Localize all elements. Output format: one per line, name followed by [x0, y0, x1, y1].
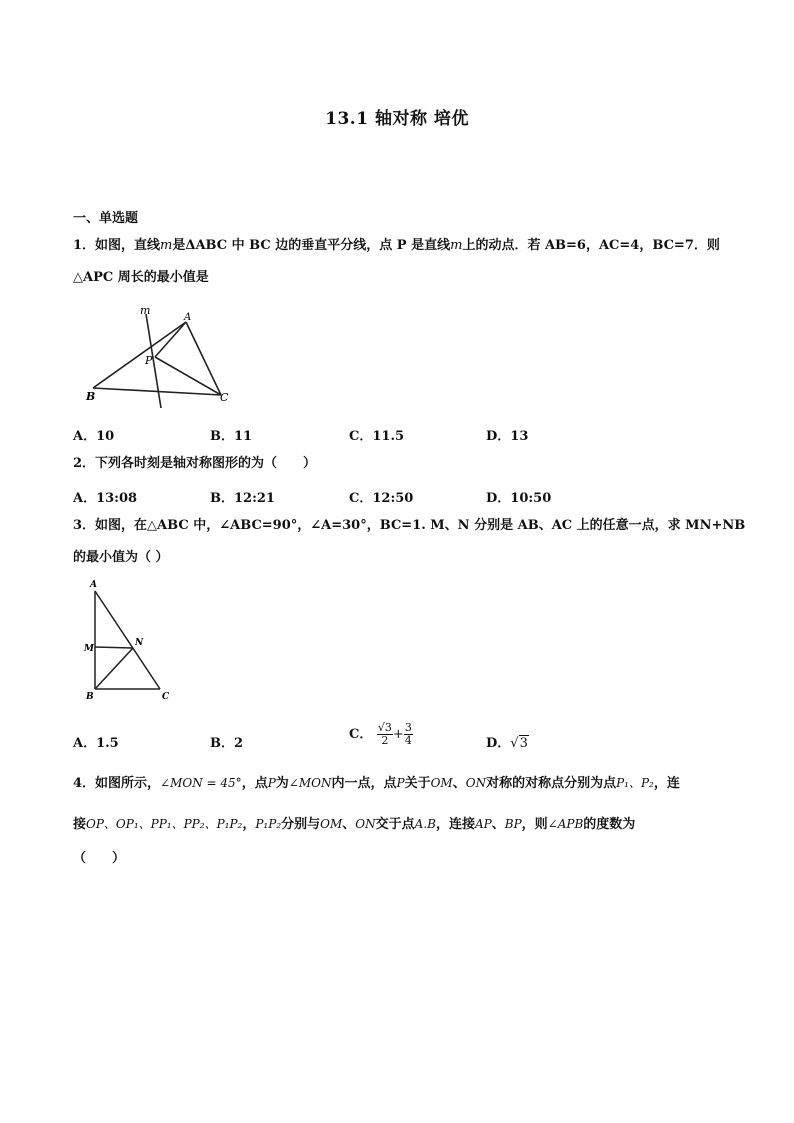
q2-option-a[interactable]: A．13:08	[73, 491, 138, 506]
question-3-options	[73, 721, 733, 762]
q1-option-a[interactable]: A．10	[73, 429, 115, 444]
question-4-line-3: （ ）	[73, 851, 126, 866]
q2-option-b[interactable]: B．12:21	[210, 491, 275, 506]
label-b: B	[86, 390, 96, 403]
question-2-options	[73, 487, 733, 507]
fraction-sqrt3-over-2: $\frac{√3}{2}$	[377, 721, 392, 747]
q1-option-c[interactable]: C．11.5	[349, 429, 405, 444]
question-1-figure	[78, 302, 238, 412]
segment-bc	[93, 388, 221, 395]
q3-option-d[interactable]: D．√3	[486, 736, 528, 751]
label-a: A	[90, 580, 97, 590]
q1-option-b[interactable]: B．11	[210, 429, 253, 444]
segment-ac	[95, 591, 160, 689]
fraction-3-over-4: $\frac{3}{4}$	[404, 721, 412, 747]
q3-option-a[interactable]: A．1.5	[73, 736, 119, 751]
question-4-line-1: 4．如图所示，∠MON = 45°，点P为∠MON内一点，点P关于OM、ON对称的对称点分别为点P₁、P₂，连	[73, 776, 680, 791]
segment-mn	[95, 647, 133, 648]
label-n: N	[135, 638, 144, 648]
label-p: P	[145, 354, 153, 367]
question-2-text: 2．下列各时刻是轴对称图形的为（ ）	[73, 456, 317, 471]
segment-nb	[95, 648, 133, 689]
question-3-line-1: 3．如图，在△ABC 中，∠ABC=90°，∠A=30°，BC=1. M、N 分别是 AB、AC 上的任意一点，求 MN+NB	[73, 518, 746, 533]
q2-option-c[interactable]: C．12:50	[349, 491, 414, 506]
page-title: 13.1 轴对称 培优	[325, 109, 469, 129]
section-heading: 一、单选题	[73, 211, 139, 226]
question-3-figure	[80, 575, 180, 705]
question-1-line-1: 1．如图，直线m是ΔABC 中 BC 边的垂直平分线，点 P 是直线m上的动点．若 AB=6，AC=4，BC=7．则	[73, 238, 720, 253]
label-c: C	[220, 391, 229, 404]
label-b: B	[86, 692, 94, 702]
q2-option-d[interactable]: D．10:50	[486, 491, 552, 506]
q3-option-c[interactable]: C． $\frac{√3}{2}$ + $\frac{3}{4}$	[349, 721, 412, 747]
label-c: C	[162, 692, 170, 702]
question-1-line-2: △APC 周长的最小值是	[73, 270, 209, 285]
segment-ap	[155, 322, 186, 357]
label-m: m	[140, 304, 151, 317]
question-1-options	[73, 425, 733, 445]
question-4-line-2: 接OP、OP₁、PP₁、PP₂、P₁P₂，P₁P₂分别与OM、ON交于点A.B，连接AP、BP，则∠APB的度数为	[73, 817, 636, 832]
label-a: A	[184, 312, 192, 323]
label-m: M	[84, 644, 94, 654]
segment-ba	[93, 322, 186, 388]
q3-option-b[interactable]: B．2	[210, 736, 244, 751]
q1-option-d[interactable]: D．13	[486, 429, 529, 444]
question-3-line-2: 的最小值为（ ）	[73, 550, 169, 565]
